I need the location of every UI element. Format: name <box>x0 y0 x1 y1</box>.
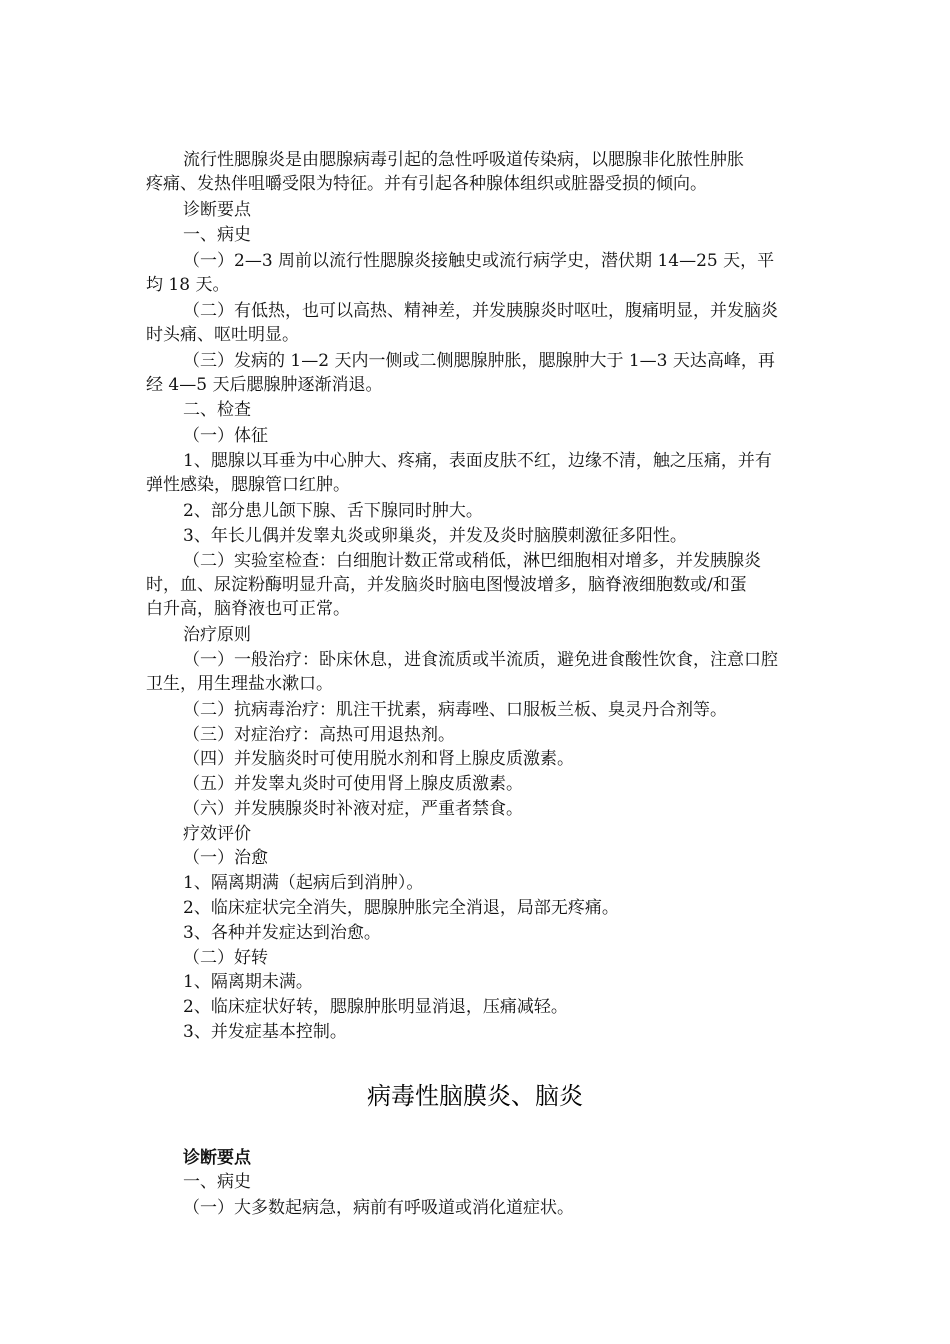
lab-line-3: 白升高，脑脊液也可正常。 <box>146 599 350 619</box>
section2-diagnosis-heading: 诊断要点 <box>183 1148 251 1168</box>
cure-line-1: 1、隔离期满（起病后到消肿）。 <box>183 873 424 893</box>
treatment-heading: 治疗原则 <box>183 625 251 645</box>
history-line-5: （三）发病的 1—2 天内一侧或二侧腮腺肿胀，腮腺肿大于 1—3 天达高峰，再 <box>183 351 775 371</box>
signs-line-3: 2、部分患儿颌下腺、舌下腺同时肿大。 <box>183 501 483 521</box>
lab-line-2: 时，血、尿淀粉酶明显升高，并发脑炎时脑电图慢波增多，脑脊液细胞数或/和蛋 <box>146 575 747 595</box>
treatment-line-5: （四）并发脑炎时可使用脱水剂和肾上腺皮质激素。 <box>183 749 574 769</box>
history-line-4: 时头痛、呕吐明显。 <box>146 325 299 345</box>
cure-line-2: 2、临床症状完全消失，腮腺肿胀完全消退，局部无疼痛。 <box>183 898 619 918</box>
cure-heading: （一）治愈 <box>183 848 268 868</box>
exam-heading: 二、检查 <box>183 400 251 420</box>
treatment-line-3: （二）抗病毒治疗：肌注干扰素，病毒唑、口服板兰板、臭灵丹合剂等。 <box>183 700 727 720</box>
history-line-1: （一）2—3 周前以流行性腮腺炎接触史或流行病学史，潜伏期 14—25 天，平 <box>183 251 775 271</box>
treatment-line-7: （六）并发胰腺炎时补液对症，严重者禁食。 <box>183 799 523 819</box>
improve-line-1: 1、隔离期未满。 <box>183 972 313 992</box>
history-line-3: （二）有低热，也可以高热、精神差，并发胰腺炎时呕吐，腹痛明显，并发脑炎 <box>183 301 778 321</box>
intro-line-2: 疼痛、发热伴咀嚼受限为特征。并有引起各种腺体组织或脏器受损的倾向。 <box>146 174 707 194</box>
signs-line-2: 弹性感染，腮腺管口红肿。 <box>146 475 350 495</box>
evaluation-heading: 疗效评价 <box>183 824 251 844</box>
treatment-line-1: （一）一般治疗：卧床休息，进食流质或半流质，避免进食酸性饮食，注意口腔 <box>183 650 778 670</box>
cure-line-3: 3、各种并发症达到治愈。 <box>183 923 381 943</box>
improve-line-3: 3、并发症基本控制。 <box>183 1022 347 1042</box>
history-line-6: 经 4—5 天后腮腺肿逐渐消退。 <box>146 375 383 395</box>
section-title: 病毒性脑膜炎、脑炎 <box>367 1082 583 1110</box>
signs-line-4: 3、年长儿偶并发睾丸炎或卵巢炎，并发及炎时脑膜刺激征多阳性。 <box>183 526 687 546</box>
treatment-line-6: （五）并发睾丸炎时可使用肾上腺皮质激素。 <box>183 774 523 794</box>
improve-line-2: 2、临床症状好转，腮腺肿胀明显消退，压痛减轻。 <box>183 997 568 1017</box>
intro-line-1: 流行性腮腺炎是由腮腺病毒引起的急性呼吸道传染病，以腮腺非化脓性肿胀 <box>183 150 744 170</box>
lab-line-1: （二）实验室检查：白细胞计数正常或稍低，淋巴细胞相对增多，并发胰腺炎 <box>183 551 761 571</box>
history-heading: 一、病史 <box>183 225 251 245</box>
treatment-line-2: 卫生，用生理盐水漱口。 <box>146 674 333 694</box>
signs-line-1: 1、腮腺以耳垂为中心肿大、疼痛，表面皮肤不红，边缘不清，触之压痛，并有 <box>183 451 772 471</box>
section2-history-heading: 一、病史 <box>183 1172 251 1192</box>
signs-heading: （一）体征 <box>183 426 268 446</box>
improve-heading: （二）好转 <box>183 948 268 968</box>
section2-history-line-1: （一）大多数起病急，病前有呼吸道或消化道症状。 <box>183 1198 574 1218</box>
diagnosis-heading: 诊断要点 <box>183 200 251 220</box>
treatment-line-4: （三）对症治疗：高热可用退热剂。 <box>183 725 455 745</box>
history-line-2: 均 18 天。 <box>146 275 230 295</box>
